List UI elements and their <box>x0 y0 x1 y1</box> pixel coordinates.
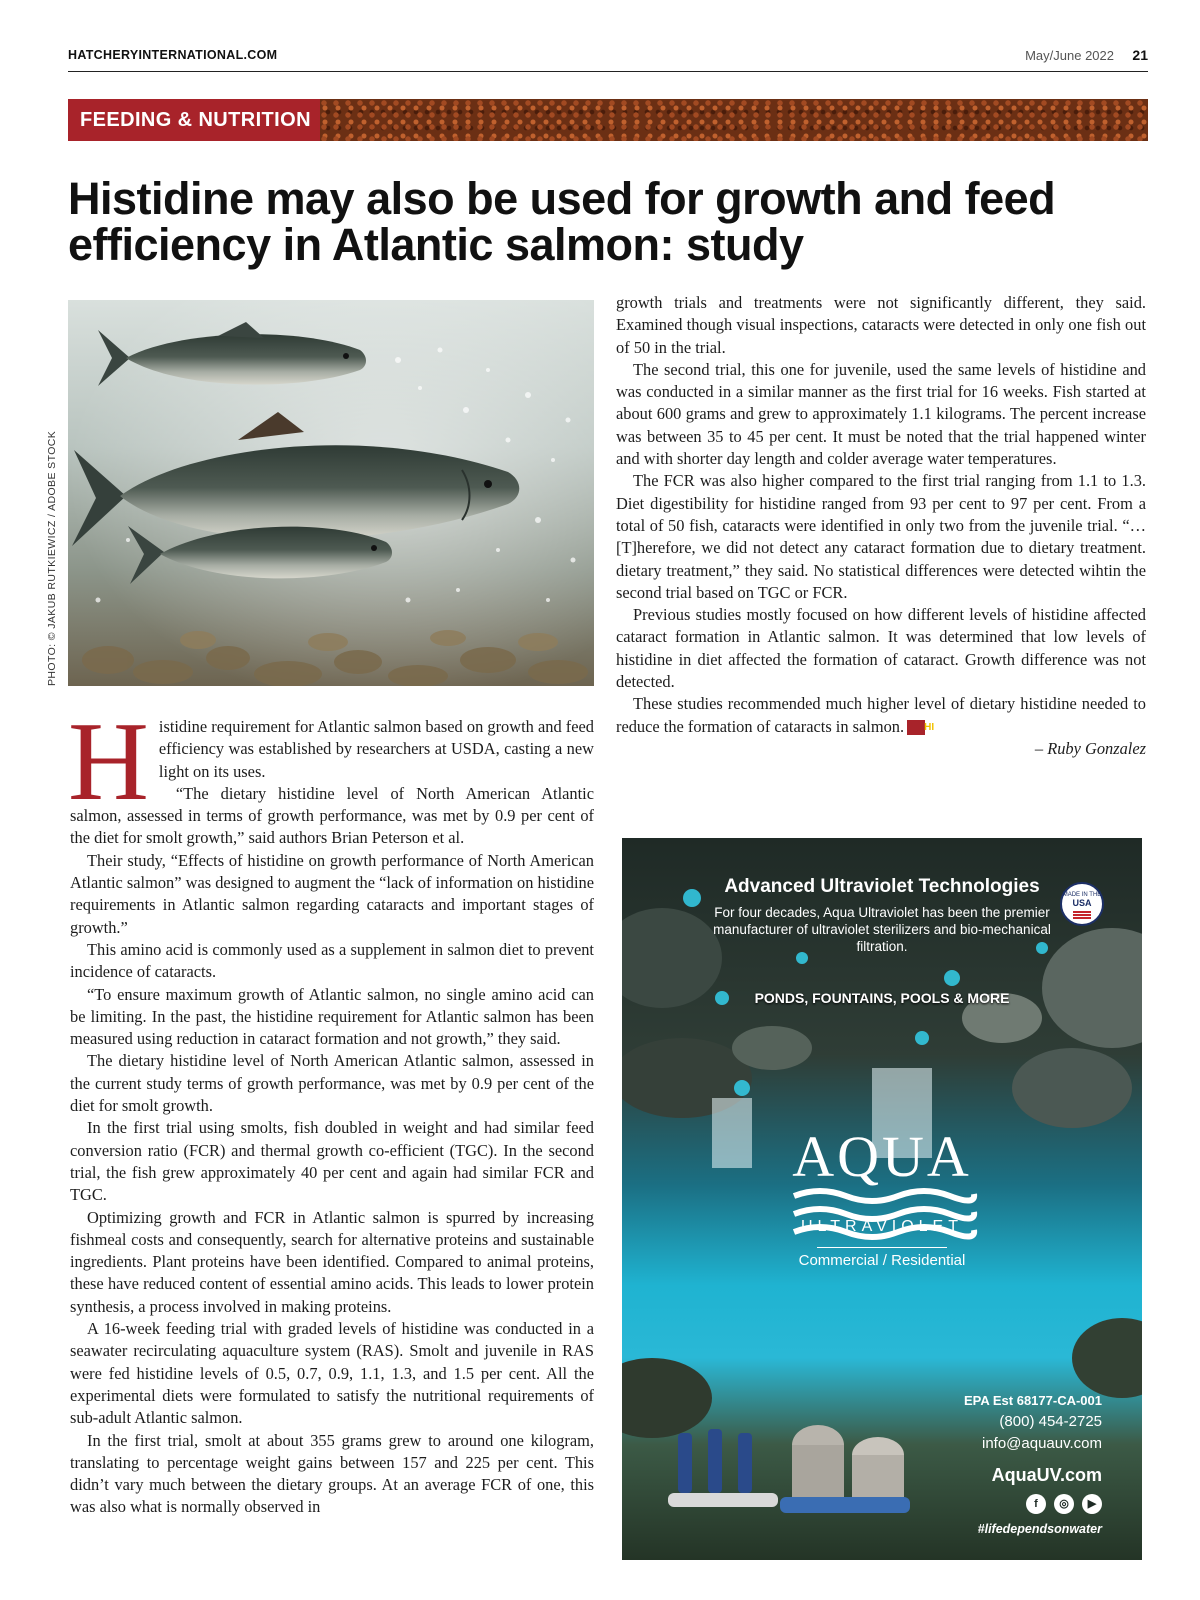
headline-line-2: efficiency in Atlantic salmon: study <box>68 219 804 270</box>
ad-title: Advanced Ultraviolet Technologies <box>724 876 1040 897</box>
photo-credit: PHOTO: © JAKUB RUTKIEWICZ / ADOBE STOCK <box>46 430 58 686</box>
section-label: FEEDING & NUTRITION <box>68 99 320 141</box>
page-header <box>68 46 1148 72</box>
issue-date: May/June 2022 <box>1025 48 1114 63</box>
site-name: HATCHERYINTERNATIONAL.COM <box>68 48 278 62</box>
equipment-products-icon <box>668 1393 918 1533</box>
end-mark-icon: HI <box>907 720 925 735</box>
final-paragraph <box>616 693 1146 738</box>
paragraph: In the first trial using smolts, fish doubled in weight and had similar feed conversion ratio (FCR) and thermal growth co-efficient (TGC). In the second trial, the fish grew approximately 40 per cent and again had similar FCR and TGC. <box>70 1118 594 1205</box>
logo-word: AQUA <box>792 1124 972 1189</box>
contact-block <box>964 1390 1102 1541</box>
instagram-icon[interactable]: ◎ <box>1054 1494 1074 1514</box>
email-address[interactable]: info@aquauv.com <box>981 1435 1102 1452</box>
article-column-right <box>616 292 1146 760</box>
paragraph: The dietary histidine level of North American Atlantic salmon, assessed in the current study terms of growth performance, was met by 0.9 per cent of the diet for smolt growth. <box>70 1051 594 1116</box>
article-headline <box>68 173 1148 270</box>
logo-segment: Commercial / Residential <box>798 1252 966 1269</box>
page-number: 21 <box>1132 47 1148 63</box>
byline: – Ruby Gonzalez <box>1034 738 1146 758</box>
section-banner <box>68 99 1148 141</box>
paragraph: “To ensure maximum growth of Atlantic salmon, no single amino acid can be limiting. In the past, the histidine requirement for Atlantic salmon has been measured using reduction in cataract formation and not growth,” they said. <box>70 984 594 1049</box>
aqua-ultraviolet-ad[interactable] <box>622 838 1142 1560</box>
paragraph: This amino acid is commonly used as a supplement in salmon diet to prevent incidence of cataracts. <box>70 939 594 982</box>
logo-divider <box>817 1247 947 1248</box>
facebook-icon[interactable]: f <box>1026 1494 1046 1514</box>
badge-top-text: MADE IN THE <box>1062 892 1102 898</box>
website-link[interactable]: AquaUV.com <box>991 1465 1102 1485</box>
logo-ultraviolet: ULTRAVIOLET <box>801 1218 963 1235</box>
ad-subtitle: For four decades, Aqua Ultraviolet has been the premier manufacturer of ultraviolet sterilizers and bio-mechanical filtration. <box>713 905 1051 954</box>
paragraph: The FCR was also higher compared to the first trial ranging from 1.1 to 1.3. Diet digestibility for histidine ranged from 93 per cent to 97 per cent. From a total of 50 fish, cataracts were identified in only two from the juvenile trial. “…[T]herefore, we did not detect any cataract formation due to dietary treatment. dietary treatment,” they said. No statistical differences were detected wihtin the second trial based on TGC or FCR. <box>616 471 1146 602</box>
paragraph: A 16-week feeding trial with graded levels of histidine was conducted in a seawater recirculating aquaculture system (RAS). Smolt and juvenile in RAS were fed histidine levels of 0.5, 0.7, 0.9, 1.1, 1.3, and 1.5 per cent. All the experimental diets were formulated to satisfy the nutritional requirements of sub-adult Atlantic salmon. <box>70 1319 594 1428</box>
phone-number[interactable]: (800) 454-2725 <box>999 1413 1102 1430</box>
headline-line-1: Histidine may also be used for growth and feed <box>68 173 1056 224</box>
drop-cap: H <box>68 700 149 824</box>
paragraph: Optimizing growth and FCR in Atlantic salmon is spurred by increasing fishmeal costs and consequently, search for alternative proteins and sustainable ingredients. Plant proteins have been identified. Compared to animal proteins, these have reduced content of essential amino acids. This leads to lower protein synthesis, a process involved in making proteins. <box>70 1207 594 1316</box>
paragraph: istidine requirement for Atlantic salmon based on growth and feed efficiency was established by researchers at USDA, casting a new light on its uses. <box>158 717 594 781</box>
paragraph: Previous studies mostly focused on how different levels of histidine affected cataract formation in Atlantic salmon. It was determined that low levels of histidine in diet affected the formation of cataract. Growth difference was not detected. <box>616 605 1146 692</box>
ad-tagline: PONDS, FOUNTAINS, POOLS & MORE <box>754 990 1010 1006</box>
made-in-usa-badge-icon <box>1060 882 1104 926</box>
flag-stripes-icon <box>1073 910 1091 919</box>
paragraph: The second trial, this one for juvenile, used the same levels of histidine and was conducted in a similar manner as the first trial for 16 weeks. Fish started at about 600 grams and grew to approximately 1.1 kilograms. The percent increase was between 35 to 45 per cent. It must be noted that the trial happened winter and with shorter day length and colder average water temperatures. <box>616 359 1146 469</box>
badge-usa-text: USA <box>1072 898 1092 908</box>
salmon-photo <box>68 300 594 686</box>
paragraph: In the first trial, smolt at about 355 grams grew to around one kilogram, translating to percentage weight gains between 157 and 225 per cent. This didn’t vary much between the dietary groups. At an average FCR of one, this was also what is normally observed in <box>70 1430 594 1517</box>
paragraph-text: These studies recommended much higher level of dietary histidine needed to reduce the formation of cataracts in salmon. <box>616 694 1146 736</box>
hashtag: #lifedependsonwater <box>977 1522 1102 1536</box>
paragraph: Their study, “Effects of histidine on growth performance of North American Atlantic salmon” was designed to augment the “lack of information on histidine requirements in Atlantic salmon regarding cataracts and important stages of growth.” <box>70 850 594 937</box>
article-column-left <box>68 700 594 1519</box>
salmon-illustration <box>68 300 594 686</box>
paragraph: growth trials and treatments were not significantly different, they said. Examined though visual inspections, cataracts were detected in only one fish out of 50 in the trial. <box>616 293 1146 357</box>
logo-waves-icon <box>778 1186 986 1246</box>
epa-number: EPA Est 68177-CA-001 <box>963 1393 1102 1408</box>
paragraph: “The dietary histidine level of North American Atlantic salmon, assessed in terms of growth performance, was met by 0.9 per cent of the diet for smolt growth,” said authors Brian Peterson et al. <box>70 783 594 848</box>
youtube-icon[interactable]: ▶ <box>1082 1494 1102 1514</box>
social-links <box>964 1494 1102 1514</box>
